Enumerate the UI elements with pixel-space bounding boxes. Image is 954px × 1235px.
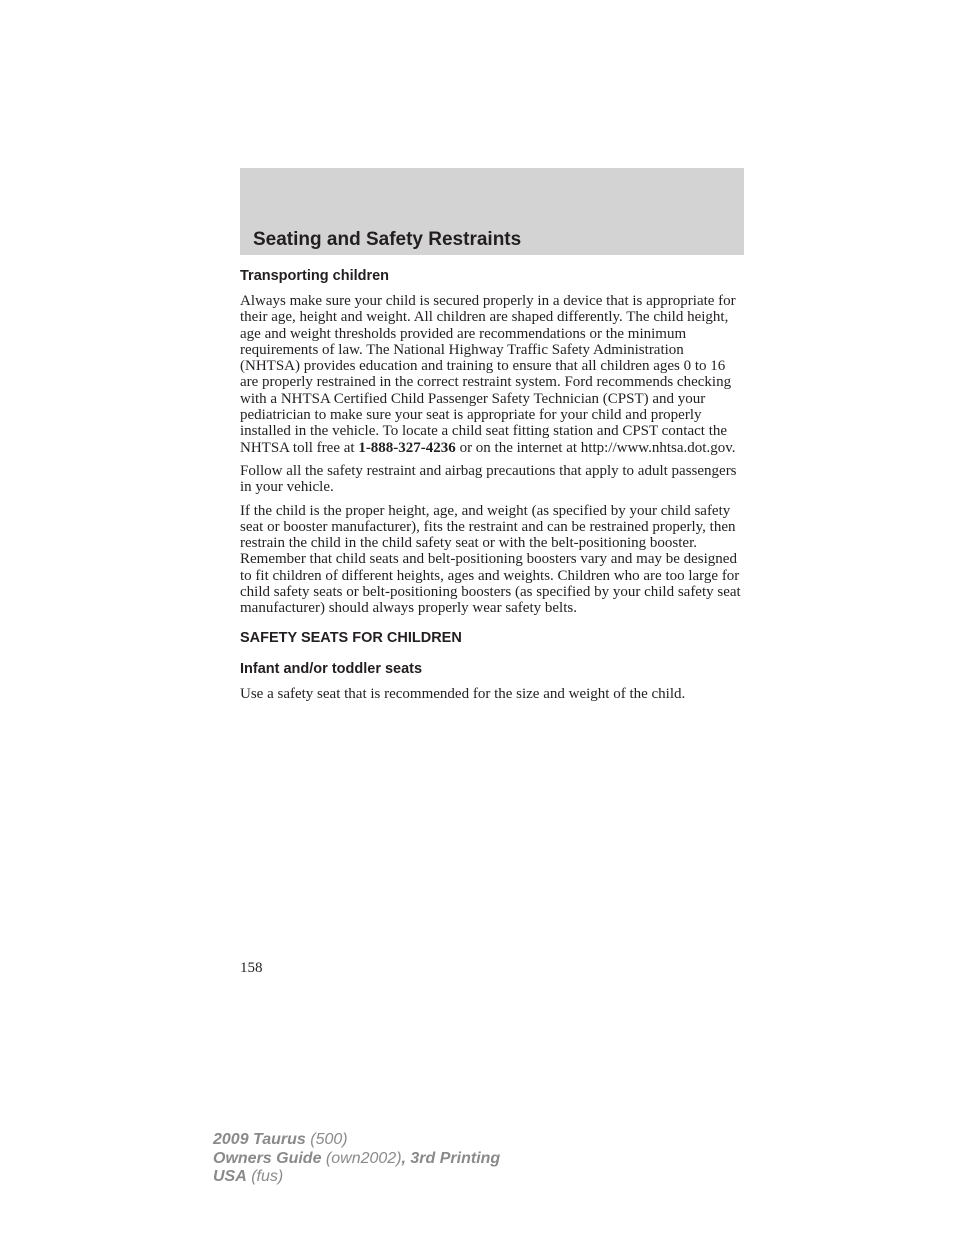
heading-infant-toddler-seats: Infant and/or toddler seats xyxy=(240,660,423,677)
footer-printing: , 3rd Printing xyxy=(401,1149,501,1167)
page-content xyxy=(240,266,744,702)
paragraph-securing-child xyxy=(240,293,744,456)
document-footer xyxy=(213,1131,500,1187)
section-title: Seating and Safety Restraints xyxy=(253,229,522,250)
section-header-band xyxy=(240,168,744,255)
heading-safety-seats-for-children: SAFETY SEATS FOR CHILDREN xyxy=(240,629,462,646)
paragraph-securing-child-text-end: or on the internet at http://www.nhtsa.dot.gov. xyxy=(455,439,736,456)
paragraph-airbag-precautions: Follow all the safety restraint and airbag precautions that apply to adult passengers in your vehicle. xyxy=(240,462,737,496)
footer-model: 2009 Taurus xyxy=(213,1131,306,1148)
footer-line-guide xyxy=(213,1150,500,1169)
footer-line-model xyxy=(213,1131,500,1150)
footer-line-region xyxy=(213,1168,500,1187)
nhtsa-phone-number: 1-888-327-4236 xyxy=(358,439,456,456)
footer-region-code: (fus) xyxy=(246,1168,284,1185)
page-number: 158 xyxy=(240,960,263,976)
paragraph-securing-child-text: Always make sure your child is secured properly in a device that is appropriate for their age, height and weight. All children are shaped differently. The child height, age and weight thresholds provided are recommendations or the minimum requirements of law. The National Highway Traffic Safety Administration (NHTSA) provides education and training to ensure that all children ages 0 to 16 are properly restrained in the correct restraint system. Ford recommends checking with a NHTSA Certified Child Passenger Safety Technician (CPST) and your pediatrician to make sure your seat is appropriate for your child and properly installed in the vehicle. To locate a child seat fitting station and CPST contact the NHTSA toll free at xyxy=(240,293,736,456)
paragraph-infant-toddler-seats: Use a safety seat that is recommended for the size and weight of the child. xyxy=(240,685,686,702)
heading-transporting-children: Transporting children xyxy=(240,268,390,284)
footer-guide: Owners Guide xyxy=(213,1149,322,1167)
footer-guide-code: (own2002) xyxy=(321,1149,402,1167)
paragraph-proper-restraint: If the child is the proper height, age, and weight (as specified by your child safety seat or booster manufacturer), fits the restraint and can be restrained properly, then restrain the child in the child safety seat or with the belt-positioning booster. Remember that child seats and belt-positioning boosters vary and may be designed to fit children of different heights, ages and weights. Children who are too large for child safety seats or belt-positioning boosters (as specified by your child safety seat manufacturer) should always properly wear safety belts. xyxy=(240,502,741,617)
footer-region: USA xyxy=(213,1168,247,1185)
footer-model-code: (500) xyxy=(305,1131,348,1148)
